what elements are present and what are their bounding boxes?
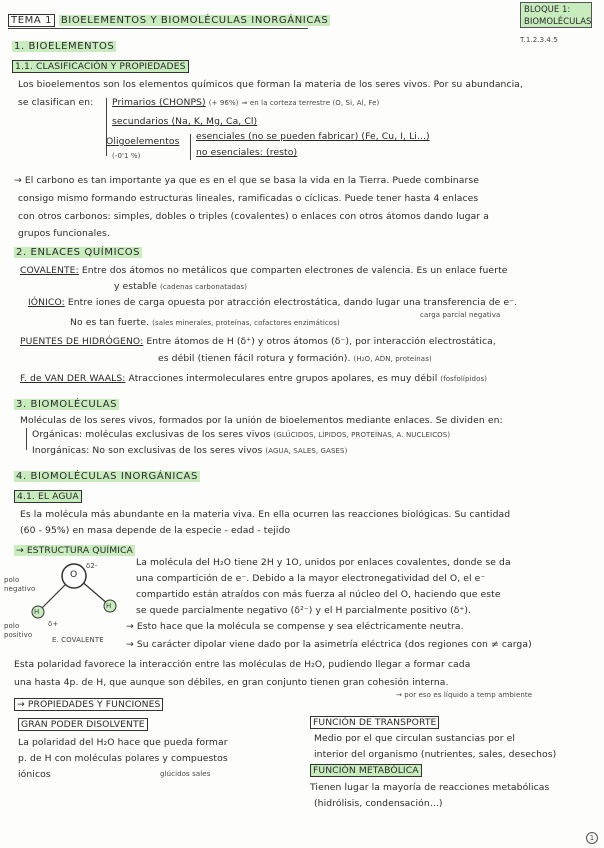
disolvente-line-3: iónicos (18, 769, 51, 780)
ionico-note: carga parcial negativa (420, 311, 501, 319)
organicas-row: Orgánicas: moléculas exclusivas de los seres vivos (GLÚCIDOS, LÍPIDOS, PROTEÍNAS, A. NUCLEICOS) (32, 429, 451, 440)
page-header (8, 14, 330, 27)
ionico-row: IÓNICO: Entre iones de carga opuesta por atracción electrostática, dando lugar una transferencia de e⁻. (28, 297, 518, 308)
molecula-line-1: La molécula del H₂O tiene 2H y 1O, unidos por enlaces covalentes, donde se da (136, 557, 511, 568)
section-3-title: 3. BIOMOLÉCULAS (16, 399, 118, 410)
molecula-line-3: compartido están atraídos con más fuerza al núcleo del O, haciendo que este (136, 589, 501, 600)
page-number: 1 (586, 832, 598, 844)
hydrogen-label-right: H (106, 602, 112, 610)
carbono-line-1: → El carbono es tan importante ya que es en el que se basa la vida en la Tierra. Puede combinarse (14, 175, 479, 186)
agua-paragraph-2: (60 - 95%) en masa depende de la especie - edad - tejido (20, 525, 291, 536)
carbono-line-4: grupos funcionales. (18, 228, 110, 239)
section-4-1-title: 4.1. EL AGUA (14, 490, 82, 503)
molecula-line-4: se quede parcialmente negativo (δ²⁻) y el H parcialmente positivo (δ⁺). (136, 605, 472, 616)
no-esenciales-row: no esenciales: (resto) (196, 147, 298, 158)
agua-paragraph-1: Es la molécula más abundante en la materia viva. En ella ocurren las reacciones biológicas. Su cantidad (20, 509, 511, 520)
covalente-row-2: y estable (cadenas carbonatadas) (114, 281, 248, 292)
polo-negativo: polo negativo (4, 576, 36, 593)
hidrogeno-row: PUENTES DE HIDRÓGENO: Entre átomos de H (δ⁺) y otros átomos (δ⁻), por interacción electrostática, (20, 336, 496, 347)
molecula-line-5: → Esto hace que la molécula se compense y sea eléctricamente neutra. (126, 621, 464, 632)
molecula-line-2: una compartición de e⁻. Debido a la mayor electronegatividad del O, el e⁻ (136, 573, 486, 584)
page-title: BIOELEMENTOS Y BIOMOLÉCULAS INORGÁNICAS (60, 15, 329, 26)
s3-paragraph: Moléculas de los seres vivos, formados por la unión de bioelementos mediante enlaces. Se dividen en: (20, 415, 503, 426)
vdw-row: F. de VAN DER WAALS: Atracciones intermoleculares entre grupos apolares, es muy débil (fosfolípidos) (20, 373, 488, 384)
delta-positive: δ+ (48, 620, 59, 628)
disolvente-note: glúcidos sales (160, 770, 211, 778)
secundarios-row: secundarios (Na, K, Mg, Ca, Cl) (112, 116, 258, 127)
section-2-title: 2. ENLACES QUÍMICOS (16, 247, 141, 258)
section-1-1-title: 1.1. CLASIFICACIÓN Y PROPIEDADES (12, 60, 189, 73)
transporte-line-2: interior del organismo (nutrientes, sales, desechos) (314, 749, 557, 760)
title-underline (8, 28, 308, 29)
oligo-bracket (190, 134, 191, 160)
esenciales-row: esenciales (no se pueden fabricar) (Fe, Cu, I, Li...) (196, 131, 430, 142)
disolvente-line-1: La polaridad del H₂O hace que pueda formar (18, 737, 228, 748)
oxygen-label: O (70, 569, 78, 580)
bloque-line-2: BIOMOLÉCULAS (524, 17, 592, 27)
carbono-line-2: consigo mismo formando estructuras lineales, ramificadas o cíclicas. Puede tener hasta 4 enlaces (18, 193, 479, 204)
primarios-row: Primarios (CHONPS) (+ 96%) ⇒ en la corteza terrestre (O, Si, Al, Fe) (112, 97, 380, 108)
estructura-title: → ESTRUCTURA QUÍMICA (16, 545, 133, 556)
metabolica-line-1: Tienen lugar la mayoría de reacciones metabólicas (310, 782, 550, 793)
transporte-title: FUNCIÓN DE TRANSPORTE (310, 716, 439, 729)
disolvente-title: GRAN PODER DISOLVENTE (18, 718, 148, 731)
biomoleculas-bracket (26, 428, 27, 450)
tema-label: TEMA 1 (8, 14, 55, 27)
section-1-title: 1. BIOELEMENTOS (14, 41, 115, 52)
molecula-line-6: → Su carácter dipolar viene dado por la asimetría eléctrica (dos regiones con ≠ carga) (126, 639, 532, 650)
oligoelementos-row: Oligoelementos (106, 136, 180, 147)
ionico-row-2: No es tan fuerte. (sales minerales, proteínas, cofactores enzimáticos) (70, 317, 340, 328)
bloque-line-1: BLOQUE 1: (524, 5, 571, 15)
polaridad-line-1: Esta polaridad favorece la interacción entre las moléculas de H₂O, pudiendo llegar a formar cada (14, 659, 471, 670)
oligo-percent: (-0'1 %) (112, 152, 141, 160)
hidrogeno-row-2: es débil (tienen fácil rotura y formación). (H₂O, ADN, proteínas) (158, 353, 432, 364)
section-4-title: 4. BIOMOLÉCULAS INORGÁNICAS (16, 471, 198, 482)
enlace-covalente-label: E. COVALENTE (52, 636, 104, 644)
metabolica-title: FUNCIÓN METABÓLICA (310, 764, 422, 777)
propiedades-title: → PROPIEDADES Y FUNCIONES (14, 698, 163, 711)
metabolica-line-2: (hidrólisis, condensación...) (314, 798, 443, 809)
transporte-line-1: Medio por el que circulan sustancias por el (314, 733, 516, 744)
topic-list: T.1.2.3.4.5 (520, 36, 558, 44)
s1-paragraph-1: Los bioelementos son los elementos químicos que forman la materia de los seres vivos. Por su abundancia, (18, 79, 524, 90)
disolvente-line-2: p. de H con moléculas polares y compuestos (18, 753, 228, 764)
inorganicas-row: Inorgánicas: No son exclusivas de los seres vivos (AGUA, SALES, GASES) (32, 445, 348, 456)
polaridad-note: → por eso es líquido a temp ambiente (396, 691, 533, 699)
covalente-row: COVALENTE: Entre dos átomos no metálicos que comparten electrones de valencia. Es un enlace fuerte (20, 265, 508, 276)
s1-paragraph-2: se clasifican en: (18, 97, 94, 108)
polo-positivo: polo positivo (4, 622, 33, 639)
carbono-line-3: con otros carbonos: simples, dobles o triples (covalentes) o enlaces con otros átomos dando lugar a (18, 211, 489, 222)
delta-negative: δ2- (86, 562, 98, 570)
bloque-badge (520, 2, 592, 28)
hydrogen-label-left: H (34, 608, 40, 616)
polaridad-line-2: una hasta 4p. de H, que aunque son débiles, en gran conjunto tienen gran cohesión interna. (14, 677, 449, 688)
